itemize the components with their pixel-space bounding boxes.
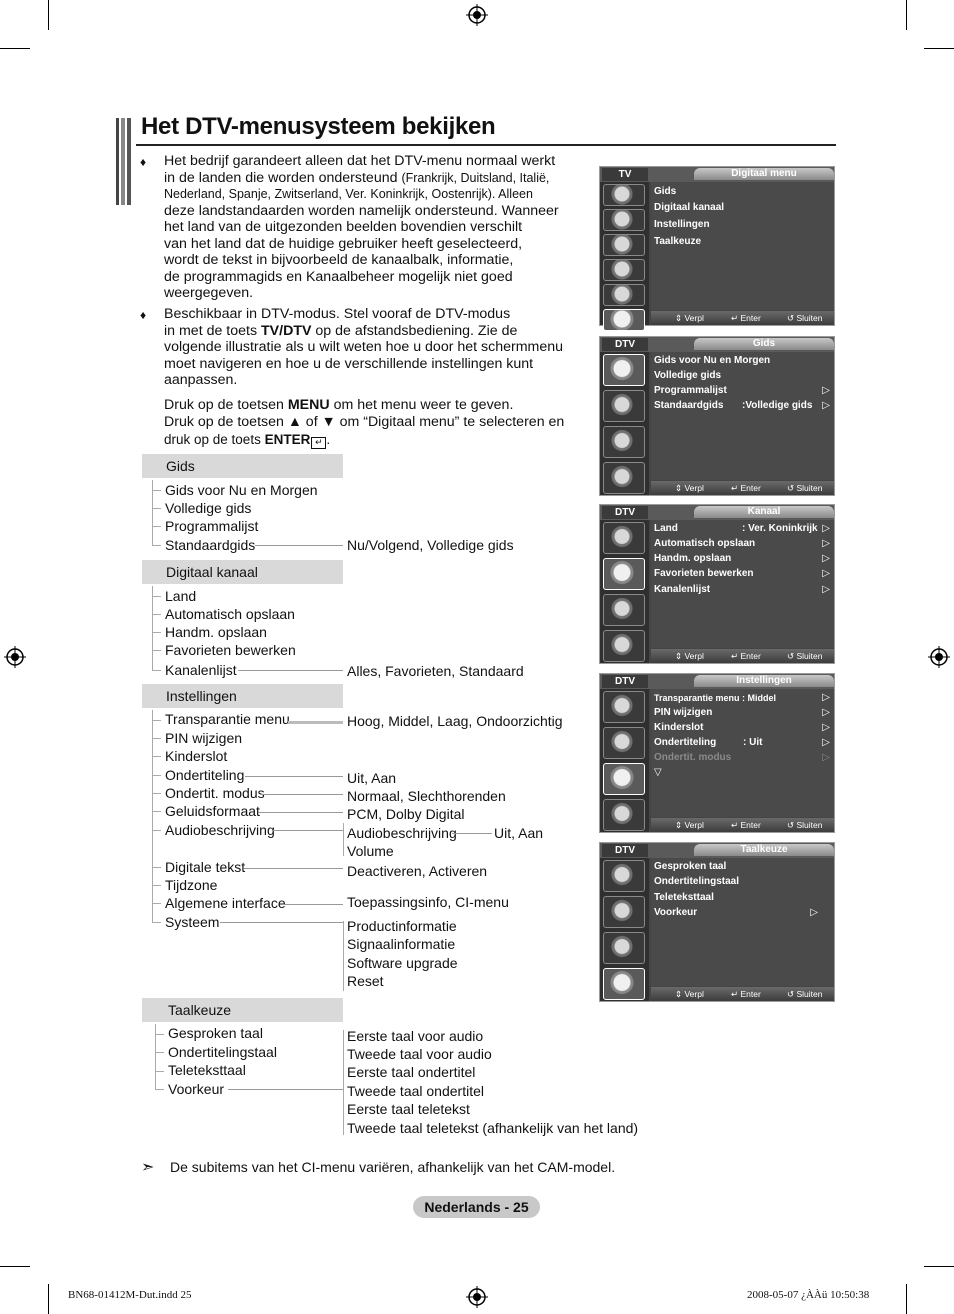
registration-mark-icon [466,4,488,26]
tv-screen-digitaal-menu [599,166,835,326]
intro-paragraph-1 [164,153,584,302]
tree-branch [152,811,161,812]
option-value: Normaal, Slechthorenden [347,788,506,804]
tree-branch [152,720,161,721]
arrow-right-icon: ▷ [822,707,830,718]
guide-icon [603,691,645,723]
tree-item: Systeem [165,914,220,930]
text-line: moet navigeren en hoe u de verschillende instellingen kunt [164,355,534,372]
tree-item: Ondertiteling [165,767,245,783]
registration-mark-icon [4,646,26,668]
tree-item: Ondertit. modus [165,785,265,801]
language-icon [603,462,645,494]
channel-icon [603,558,645,590]
tree-item: Gesproken taal [168,1025,263,1041]
guide-icon [603,522,645,554]
bracket-line [343,823,344,856]
language-icon [603,968,645,1000]
option-value: Audiobeschrijving [347,825,457,841]
connector-line [255,545,343,546]
screen-menu-list [651,858,834,986]
enter-hint: ↵ Enter [731,313,761,323]
screen-icon-column [600,689,649,832]
menu-row: Land : Ver. Koninkrijk ▷ [654,523,830,534]
enter-hint: ↵ Enter [731,483,761,493]
bullet-1: ♦ [140,155,147,169]
connector-line [452,833,492,834]
crop-mark [924,48,954,49]
arrow-right-icon: ▷ [822,568,830,579]
setup-icon [603,763,645,795]
menu-row: Kanalenlijst ▷ [654,584,830,595]
digital-menu-icon [603,309,645,331]
tree-item: Tijdzone [165,877,218,893]
move-hint: ⇕ Verpl [675,313,704,323]
sound-icon [603,209,645,231]
bullet-2: ♦ [140,308,147,322]
option-value: Eerste taal teletekst [347,1101,470,1117]
screen-header [600,505,834,520]
close-hint: ↺ Sluiten [787,651,823,661]
option-value: PCM, Dolby Digital [347,806,465,822]
menu-row: Taalkeuze [654,236,702,247]
page-title: Het DTV-menusysteem bekijken [141,113,496,140]
tree-item: Standaardgids [165,537,256,553]
crop-mark [0,48,30,49]
option-value: Software upgrade [347,955,458,971]
bracket-line [343,921,344,991]
tree-branch [152,508,161,509]
move-hint: ⇕ Verpl [675,820,704,830]
arrow-right-icon: ▷ [822,523,830,534]
tree-item: PIN wijzigen [165,730,243,746]
text-line: de programmagids en Kanaalbeheer mogelijk niet goed [164,268,513,285]
tv-screen-gids [599,336,835,496]
tree-branch [152,903,161,904]
setup-icon [603,259,645,281]
screen-title: Instellingen [694,675,834,687]
menu-row: Ondertitelingstaal [654,876,740,887]
option-value: Hoog, Middel, Laag, Ondoorzichtig [347,713,563,729]
menu-row: Kinderslot ▷ [654,722,830,733]
crop-mark [48,1284,49,1314]
text-line: deze landstandaarden worden namelijk ondersteund. Wanneer [164,202,559,219]
text-line: Druk op de toetsen MENU om het menu weer te geven. [164,397,514,413]
arrow-right-icon: ▷ [822,538,830,549]
screen-menu-list [651,182,834,310]
tree-item: Algemene interface [165,895,286,911]
tree-item: Gids voor Nu en Morgen [165,482,318,498]
connector-line [282,904,343,905]
close-hint: ↺ Sluiten [787,820,823,830]
tree-line [152,710,153,922]
tree-item: Transparantie menu [165,711,290,727]
tree-branch [152,632,161,633]
option-value: Tweede taal teletekst (afhankelijk van het land) [347,1120,639,1136]
channel-icon [603,234,645,256]
tree-item: Geluidsformaat [165,803,260,819]
tree-item: Kanalenlijst [165,662,237,678]
screen-icon-column [600,182,649,325]
footer-timestamp: 2008-05-07 ¿ÀÀü 10:50:38 [747,1289,870,1301]
mode-label: DTV [602,338,648,351]
move-hint: ⇕ Verpl [675,651,704,661]
arrow-right-icon: ▷ [822,692,830,703]
section-header-instellingen: Instellingen [142,684,343,708]
move-hint: ⇕ Verpl [675,483,704,493]
text-line: Druk op de toetsen ▲ of ▼ om “Digitaal menu” te selecteren en [164,413,565,430]
screen-title: Gids [694,338,834,350]
text-line: het land van de uitgezonden beelden bovendien verschilt [164,219,523,235]
move-hint: ⇕ Verpl [675,989,704,999]
option-value: Productinformatie [347,918,457,934]
text-line: weergegeven. [164,285,254,301]
text-line: aanpassen. [164,372,238,388]
screen-footer [651,987,834,1001]
tree-item: Programmalijst [165,518,259,534]
menu-row: Automatisch opslaan ▷ [654,538,830,549]
connector-line [238,670,343,671]
option-value: Deactiveren, Activeren [347,863,488,879]
menu-row: Voorkeur ▷ [654,907,818,918]
guide-icon [603,860,645,892]
tree-item: Favorieten bewerken [165,642,296,658]
section-header-taalkeuze: Taalkeuze [142,998,343,1022]
option-value: Volume [347,843,394,859]
close-hint: ↺ Sluiten [787,313,823,323]
option-value: Toepassingsinfo, CI-menu [347,894,509,910]
close-hint: ↺ Sluiten [787,989,823,999]
tree-branch [152,650,161,651]
note-text: De subitems van het CI-menu variëren, afhankelijk van het CAM-model. [170,1159,616,1175]
menu-row: Gids voor Nu en Morgen [654,355,771,366]
tree-item: Voorkeur [168,1081,225,1097]
tree-branch [152,775,161,776]
arrow-right-icon: ▷ [822,584,830,595]
tree-item: Teleteksttaal [168,1062,246,1078]
setup-icon [603,594,645,626]
menu-row: Ondertiteling : Uit ▷ [654,737,830,748]
title-rule [136,144,836,146]
tree-item: Handm. opslaan [165,624,267,640]
tree-line [152,586,153,671]
menu-row: Gesproken taal [654,861,727,872]
crop-mark [906,0,907,30]
option-value: Reset [347,973,384,989]
screen-footer [651,818,834,832]
crop-mark [906,1284,907,1314]
screen-header [600,843,834,858]
bracket-line [343,1030,344,1135]
screen-icon-column [600,858,649,1001]
tree-branch [152,885,161,886]
tree-branch [155,1034,164,1035]
text-line: in met de toets TV/DTV op de afstandsbediening. Zie de [164,322,518,339]
tree-item: Digitale tekst [165,859,246,875]
screen-footer [651,481,834,495]
section-header-kanaal: Digitaal kanaal [142,560,343,584]
channel-icon [603,390,645,422]
screen-header [600,674,834,689]
menu-row: Programmalijst ▷ [654,385,830,396]
arrow-right-icon: ▷ [822,553,830,564]
enter-hint: ↵ Enter [731,651,761,661]
tree-branch [152,545,161,546]
menu-row: Instellingen [654,219,710,230]
enter-hint: ↵ Enter [731,820,761,830]
connector-line [260,794,343,795]
screen-footer [651,311,834,325]
connector-line [245,776,343,777]
text-line: druk op de toets ENTER ↵ . [164,432,331,447]
tree-branch [152,793,161,794]
screen-title: Kanaal [694,506,834,518]
option-value: Signaalinformatie [347,936,456,952]
arrow-right-icon: ▷ [822,722,830,733]
footer-file-info: BN68-01412M-Dut.indd 25 [68,1289,192,1301]
scroll-down-icon: ▽ [654,767,662,778]
option-value: Eerste taal voor audio [347,1028,484,1044]
title-side-bar [116,118,131,205]
section-header-gids: Gids [142,454,343,478]
menu-row: PIN wijzigen ▷ [654,707,830,718]
mode-label: DTV [602,506,648,519]
tree-item: Kinderslot [165,748,228,764]
tree-branch [152,596,161,597]
option-value: Eerste taal ondertitel [347,1064,476,1080]
menu-row: Gids [654,186,677,197]
tree-branch [152,738,161,739]
connector-line [220,922,343,923]
tree-item: Ondertitelingstaal [168,1044,277,1060]
tree-branch [152,830,161,831]
connector-line [258,812,343,813]
guide-icon [603,354,645,386]
menu-row: Ondertit. modus ▷ [654,752,830,763]
arrow-right-icon: ▷ [810,907,818,918]
text-line: wordt de tekst in bijvoorbeeld de kanaalbalk, informatie, [164,252,514,268]
screen-header [600,167,834,182]
tree-branch [152,670,161,671]
screen-header [600,337,834,352]
menu-row: Digitaal kanaal [654,202,725,213]
menu-row: Volledige gids [654,370,722,381]
text-line: Beschikbaar in DTV-modus. Stel vooraf de DTV-modus [164,306,511,322]
connector-line [272,830,343,831]
tree-branch [152,614,161,615]
tree-item: Automatisch opslaan [165,606,295,622]
tree-branch [155,1052,164,1053]
arrow-right-icon: ▷ [822,385,830,396]
enter-icon: ↵ [311,437,326,449]
arrow-right-icon: ▷ [822,752,830,763]
connector-line [228,1089,343,1090]
tree-branch [152,867,161,868]
text-line: volgende illustratie als u wilt weten hoe u door het schermmenu [164,339,564,355]
tv-screen-kanaal [599,504,835,664]
tree-branch [152,526,161,527]
screen-icon-column [600,520,649,663]
picture-icon [603,184,645,206]
menu-row: Teleteksttaal [654,892,714,903]
instruction-paragraph [164,397,584,449]
tv-screen-instellingen [599,673,835,833]
screen-menu-list [651,689,834,817]
option-value: Uit, Aan [494,825,544,841]
menu-row: Transparantie menu : Middel ▷ [654,692,830,703]
option-value: Alles, Favorieten, Standaard [347,663,524,679]
screen-icon-column [600,352,649,495]
arrow-right-icon: ▷ [822,737,830,748]
screen-menu-list [651,520,834,648]
tv-screen-taalkeuze [599,842,835,1002]
mode-label: DTV [602,844,648,857]
menu-row: Handm. opslaan ▷ [654,553,830,564]
arrow-right-icon: ▷ [822,400,830,411]
tree-branch [155,1089,164,1090]
enter-hint: ↵ Enter [731,989,761,999]
channel-icon [603,896,645,928]
crop-mark [924,1266,954,1267]
mode-label: TV [602,168,648,181]
screen-title: Digitaal menu [694,168,834,180]
tree-item: Audiobeschrijving [165,822,275,838]
connector-line [288,721,343,724]
language-icon [603,630,645,662]
text-line: Nederland, Spanje, Zwitserland, Ver. Koninkrijk, Oostenrijk). Alleen [164,187,533,201]
tree-branch [152,756,161,757]
option-value: Uit, Aan [347,770,397,786]
screen-title: Taalkeuze [694,844,834,856]
page-number-badge: Nederlands - 25 [413,1196,540,1218]
note-arrow-icon: ➣ [141,1159,155,1176]
connector-line [244,868,343,869]
text-line: in de landen die worden ondersteund (Frankrijk, Duitsland, Italië, [164,169,550,186]
tree-branch [152,922,161,923]
screen-menu-list [651,352,834,480]
menu-row: Favorieten bewerken ▷ [654,568,830,579]
tree-item: Volledige gids [165,500,252,516]
close-hint: ↺ Sluiten [787,483,823,493]
option-value: Tweede taal voor audio [347,1046,492,1062]
registration-mark-icon [928,646,950,668]
crop-mark [48,0,49,30]
screen-footer [651,649,834,663]
channel-icon [603,727,645,759]
crop-mark [0,1266,30,1267]
menu-row: Standaardgids :Volledige gids ▷ [654,400,830,411]
tree-item: Land [165,588,197,604]
tree-branch [155,1071,164,1072]
registration-mark-icon [466,1286,488,1308]
language-icon [603,799,645,831]
text-line: Het bedrijf garandeert alleen dat het DTV-menu normaal werkt [164,153,556,169]
setup-icon [603,932,645,964]
mode-label: DTV [602,675,648,688]
tree-branch [152,490,161,491]
text-line: van het land dat de huidige gebruiker heeft geselecteerd, [164,235,523,252]
setup-icon [603,426,645,458]
input-icon [603,284,645,306]
option-value: Nu/Volgend, Volledige gids [347,537,514,553]
intro-paragraph-2 [164,306,584,389]
option-value: Tweede taal ondertitel [347,1083,484,1099]
